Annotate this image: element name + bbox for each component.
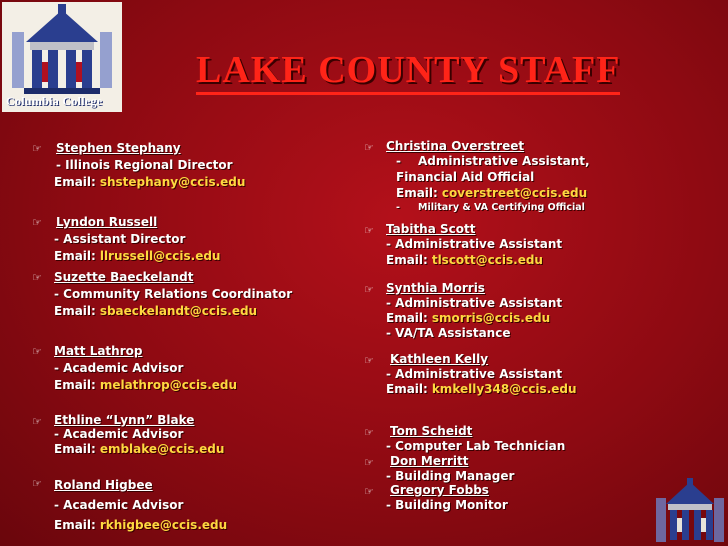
email-label: Email:: [396, 186, 438, 200]
staff-email[interactable]: coverstreet@ccis.edu: [441, 186, 588, 200]
staff-name[interactable]: Kathleen Kelly: [390, 352, 489, 366]
pointing-hand-icon: ☞: [32, 345, 42, 358]
staff-role: - Administrative Assistant: [386, 237, 563, 251]
pointing-hand-icon: ☞: [32, 142, 42, 155]
pointing-hand-icon: ☞: [364, 456, 374, 469]
staff-email-line: [386, 382, 577, 397]
staff-name[interactable]: Christina Overstreet: [386, 139, 525, 153]
staff-role: - Administrative Assistant: [386, 296, 563, 310]
staff-extra: - VA/TA Assistance: [386, 326, 511, 340]
pointing-hand-icon: ☞: [32, 271, 42, 284]
staff-role-line2: Financial Aid Official: [396, 170, 535, 184]
page-title: LAKE COUNTY STAFF: [196, 50, 620, 95]
staff-role: - Academic Advisor: [54, 361, 184, 375]
staff-role: - Building Manager: [386, 469, 515, 483]
staff-email-line: [54, 174, 245, 191]
staff-email[interactable]: tlscott@ccis.edu: [431, 253, 543, 267]
staff-email[interactable]: rkhigbee@ccis.edu: [99, 518, 228, 532]
staff-email-line: [54, 441, 224, 458]
dash: -: [396, 154, 401, 168]
staff-email[interactable]: kmkelly348@ccis.edu: [431, 382, 577, 396]
college-logo-small: [652, 478, 728, 546]
staff-email[interactable]: sbaeckelandt@ccis.edu: [99, 304, 258, 318]
email-label: Email:: [386, 382, 428, 396]
email-label: Email:: [54, 304, 96, 318]
pointing-hand-icon: ☞: [32, 216, 42, 229]
staff-email[interactable]: shstephany@ccis.edu: [99, 175, 246, 189]
pointing-hand-icon: ☞: [364, 224, 374, 237]
pointing-hand-icon: ☞: [32, 415, 42, 428]
staff-extra: Military & VA Certifying Official: [418, 202, 585, 213]
staff-email[interactable]: llrussell@ccis.edu: [99, 249, 221, 263]
staff-email-line: [386, 252, 562, 268]
pointing-hand-icon: ☞: [364, 354, 374, 367]
staff-name[interactable]: Tabitha Scott: [386, 222, 476, 236]
staff-email[interactable]: emblake@ccis.edu: [99, 442, 225, 456]
staff-role: - Building Monitor: [386, 498, 508, 512]
staff-email[interactable]: melathrop@ccis.edu: [99, 378, 238, 392]
staff-name[interactable]: Tom Scheidt: [390, 424, 473, 438]
staff-name[interactable]: Lyndon Russell: [56, 215, 158, 229]
pointing-hand-icon: ☞: [364, 141, 374, 154]
email-label: Email:: [386, 253, 428, 267]
staff-role: - Assistant Director: [54, 232, 186, 246]
staff-role: Administrative Assistant,: [418, 154, 590, 168]
pointing-hand-icon: ☞: [32, 477, 42, 490]
staff-name[interactable]: Suzette Baeckelandt: [54, 270, 194, 284]
staff-name[interactable]: Ethline “Lynn” Blake: [54, 413, 195, 427]
staff-role: - Computer Lab Technician: [386, 439, 566, 453]
email-label: Email:: [386, 311, 428, 325]
email-label: Email:: [54, 442, 96, 456]
staff-extra-line: [396, 201, 590, 214]
staff-name[interactable]: Matt Lathrop: [54, 344, 143, 358]
staff-role: - Academic Advisor: [54, 427, 184, 441]
pointing-hand-icon: ☞: [364, 426, 374, 439]
staff-role: - Academic Advisor: [54, 498, 184, 512]
email-label: Email:: [54, 518, 96, 532]
staff-name[interactable]: Stephen Stephany: [56, 141, 181, 155]
email-label: Email:: [54, 249, 96, 263]
staff-email[interactable]: smorris@ccis.edu: [431, 311, 551, 325]
pointing-hand-icon: ☞: [364, 283, 374, 296]
staff-email-line: [386, 311, 562, 326]
staff-email-line: [396, 185, 590, 201]
staff-role-line1: [396, 154, 590, 169]
college-label: Columbia College: [6, 94, 103, 108]
staff-name[interactable]: Synthia Morris: [386, 281, 485, 295]
email-label: Email:: [54, 175, 96, 189]
pointing-hand-icon: ☞: [364, 485, 374, 498]
staff-role: - Community Relations Coordinator: [54, 287, 293, 301]
email-label: Email:: [54, 378, 96, 392]
staff-email-line: [54, 248, 220, 265]
dash: -: [396, 202, 400, 213]
staff-email-line: [54, 303, 292, 320]
staff-email-line: [54, 377, 237, 394]
staff-email-line: [54, 515, 227, 535]
staff-name[interactable]: Don Merritt: [390, 454, 469, 468]
staff-name[interactable]: Roland Higbee: [54, 478, 153, 492]
staff-role: - Illinois Regional Director: [56, 158, 233, 172]
staff-name[interactable]: Gregory Fobbs: [390, 483, 489, 497]
staff-role: - Administrative Assistant: [386, 367, 563, 381]
